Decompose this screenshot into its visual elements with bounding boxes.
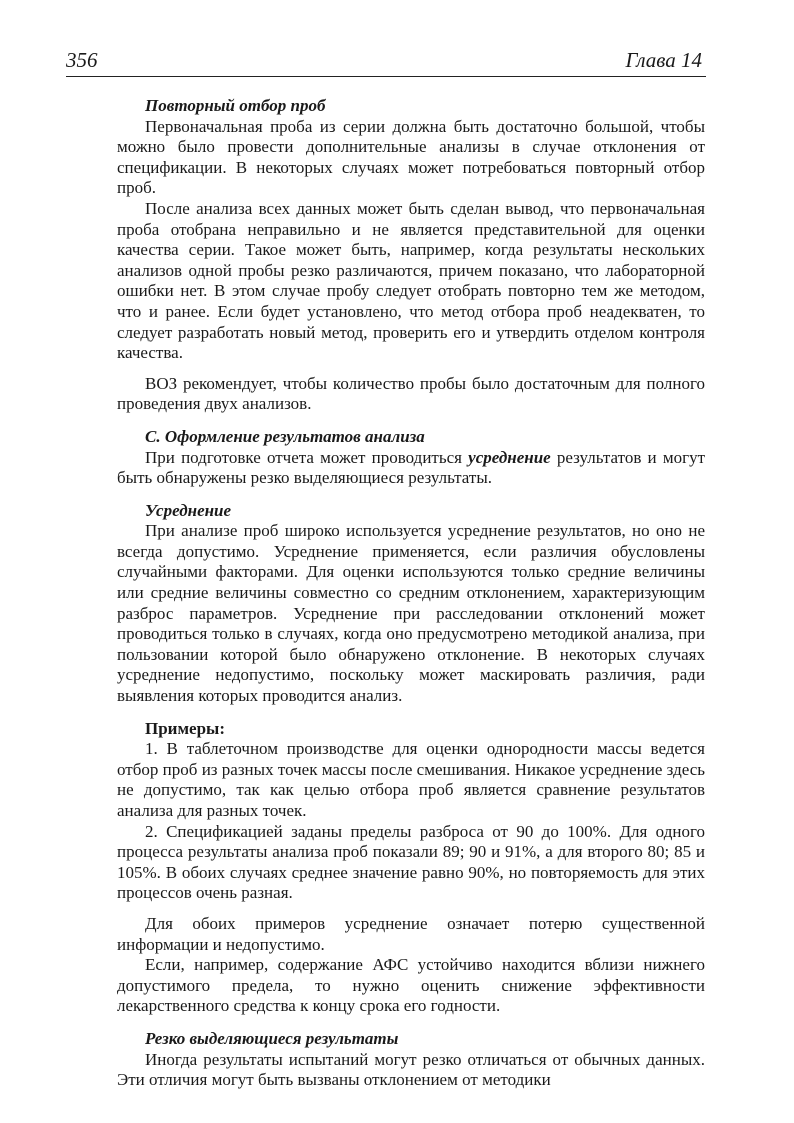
paragraph: Первоначальная проба из серии должна быть достаточно большой, чтобы можно было провести дополнительные анализы в случае отклонения от спецификации. В некоторых случаях может потребоваться повторный отбор проб.	[117, 116, 705, 198]
paragraph: После анализа всех данных может быть сделан вывод, что первоначальная проба отобрана неправильно и не является представительной для оценки качества серии. Такое может быть, например, когда результаты нескольких анализов одной пробы резко различаются, причем показано, что лабораторной ошибки нет. В этом случае пробу следует отобрать повторно тем же методом, что и ранее. Если будет установлено, что метод отбора проб неадекватен, то следует разработать новый метод, проверить его и утвердить отделом контроля качества.	[117, 198, 705, 363]
emphasized-term: усреднение	[468, 447, 551, 467]
chapter-title: Глава 14	[625, 48, 702, 72]
section-heading-averaging: Усреднение	[145, 500, 232, 520]
text-fragment: При подготовке отчета может проводиться	[145, 447, 469, 467]
body-text	[117, 96, 705, 1091]
paragraph: Иногда результаты испытаний могут резко отличаться от обычных данных. Эти отличия могут быть вызваны отклонением от методики	[117, 1049, 705, 1090]
section-heading-outliers: Резко выделяющиеся результаты	[145, 1028, 399, 1048]
section-heading-examples: Примеры:	[145, 718, 225, 738]
example-item: 2. Спецификацией заданы пределы разброса от 90 до 100%. Для одного процесса результаты анализа проб показали 89; 90 и 91%, а для второго 80; 85 и 105%. В обоих случаях среднее значение равно 90%, но повторяемость для этих процессов очень разная.	[117, 821, 705, 903]
page-number: 356	[66, 48, 98, 72]
paragraph	[117, 448, 705, 489]
section-heading-resampling: Повторный отбор проб	[145, 96, 326, 115]
paragraph: Для обоих примеров усреднение означает потерю существенной информации и недопустимо.	[117, 913, 705, 954]
section-heading-results: С. Оформление результатов анализа	[145, 426, 425, 446]
paragraph: Если, например, содержание АФС устойчиво находится вблизи нижнего допустимого предела, то нужно оценить снижение эффективности лекарственного средства к концу срока его годности.	[117, 955, 705, 1016]
running-header	[66, 46, 706, 77]
paragraph: ВОЗ рекомендует, чтобы количество пробы было достаточным для полного проведения двух анализов.	[117, 373, 705, 414]
example-item: 1. В таблеточном производстве для оценки однородности массы ведется отбор проб из разных точек массы после смешивания. Никакое усреднение здесь не допустимо, так как целью отбора проб является сравнение результатов анализа для разных точек.	[117, 739, 705, 820]
paragraph: При анализе проб широко используется усреднение результатов, но оно не всегда допустимо. Усреднение применяется, если различия обусловлены случайными факторами. Для оценки используются только средние величины или средние величины совместно со средним отклонением, характеризующим разброс параметров. Усреднение при расследовании отклонений может проводиться только в случаях, когда оно предусмотрено методикой анализа, при пользовании которой было обнаружено отклонение. В некоторых случаях усреднение недопустимо, поскольку может маскировать различия, ради выявления которых проводится анализ.	[117, 521, 705, 706]
text-fragment: результатов и могут быть обнаружены резко выделяющиеся результаты.	[117, 447, 705, 488]
